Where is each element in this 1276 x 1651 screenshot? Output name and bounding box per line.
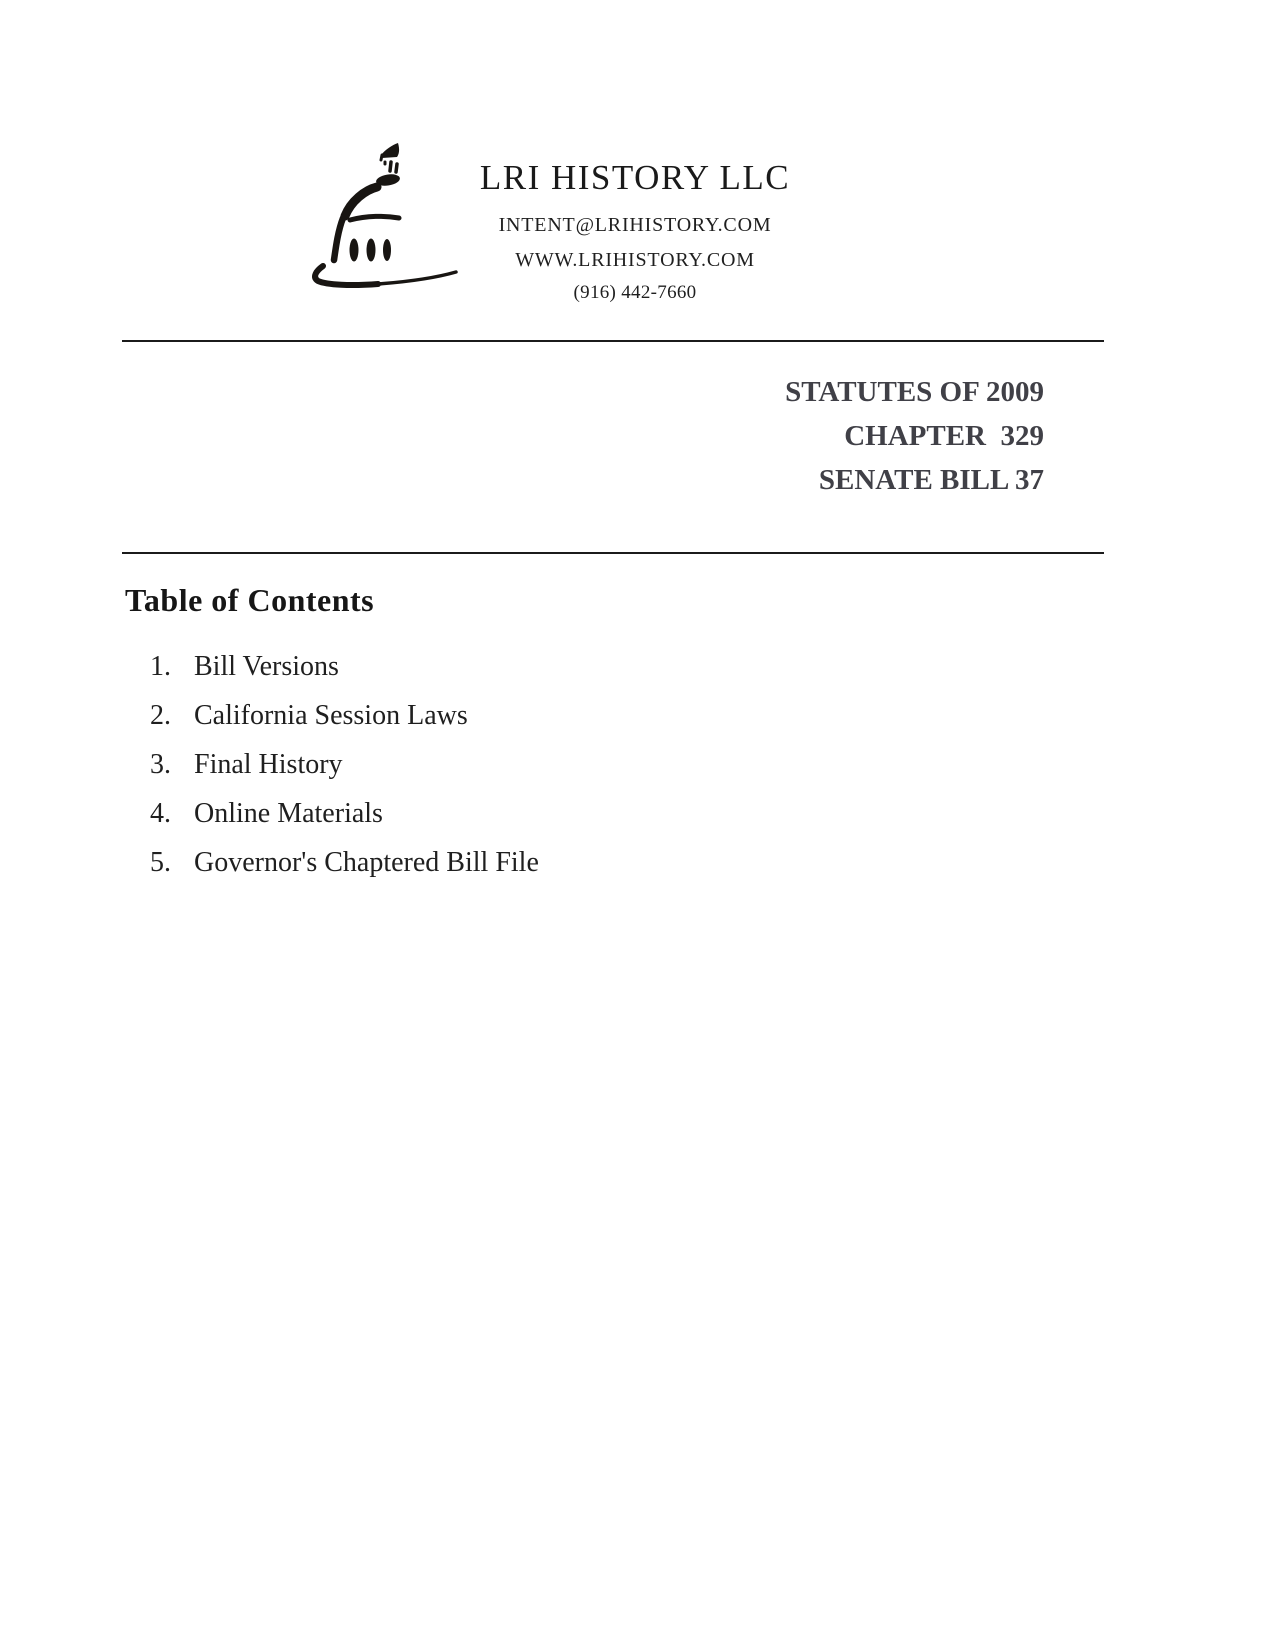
toc-list [150,652,850,897]
toc-item [150,652,850,682]
toc-item-number: 3. [150,749,171,780]
toc-item-label: Final History [194,749,343,780]
senate-bill-line: SENATE BILL 37 [818,464,1044,496]
chapter-line: CHAPTER 329 [844,420,1044,452]
toc-item-number: 4. [150,798,171,829]
toc-item-label: Governor's Chaptered Bill File [194,847,539,878]
company-name: LRI HISTORY LLC [479,158,791,197]
statutes-line: STATUTES OF 2009 [785,376,1044,408]
toc-item-label: Online Materials [194,798,383,829]
toc-item-label: California Session Laws [194,700,468,731]
toc-item [150,848,850,878]
company-website: WWW.LRIHISTORY.COM [515,249,755,271]
document-title-block [785,370,1044,502]
capitol-dome-icon [293,120,463,290]
toc-item-number: 5. [150,847,171,878]
letterhead [440,158,830,305]
toc-item [150,701,850,731]
toc-item-label: Bill Versions [194,651,339,682]
toc-title: Table of Contents [125,582,375,618]
toc-item [150,750,850,780]
divider-top [122,340,1104,342]
divider-bottom [122,552,1104,554]
toc-item-number: 1. [150,651,171,682]
company-phone: (916) 442-7660 [573,282,697,303]
company-email: INTENT@LRIHISTORY.COM [498,214,772,236]
toc-item [150,799,850,829]
toc-item-number: 2. [150,700,171,731]
